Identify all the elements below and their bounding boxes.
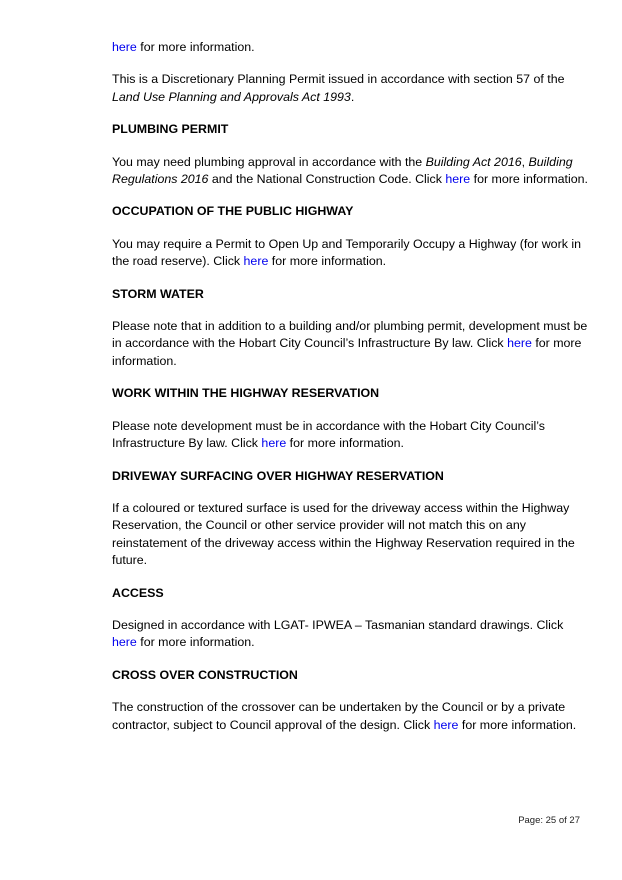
occupation-heading: OCCUPATION OF THE PUBLIC HIGHWAY: [112, 204, 354, 219]
plumbing-text-3: for more information.: [470, 172, 588, 187]
occupation-text: You may require a Permit to Open Up and Temporarily Occupy a Highway (for work in the road reserve). Click: [112, 236, 581, 269]
work-highway-link[interactable]: here: [261, 436, 287, 451]
intro-link[interactable]: here: [112, 40, 137, 54]
crossover-heading: CROSS OVER CONSTRUCTION: [112, 667, 298, 682]
crossover-link[interactable]: here: [433, 717, 459, 732]
act-title: Land Use Planning and Approvals Act 1993: [112, 89, 351, 104]
occupation-link[interactable]: here: [243, 254, 269, 269]
intro-text: for more information.: [136, 40, 255, 54]
driveway-heading: DRIVEWAY SURFACING OVER HIGHWAY RESERVATION: [112, 468, 444, 483]
storm-water-link[interactable]: here: [507, 336, 532, 351]
work-highway-heading: WORK WITHIN THE HIGHWAY RESERVATION: [112, 386, 380, 401]
page-number: Page: 25 of 27: [518, 815, 580, 826]
intro-paragraph: [112, 39, 590, 56]
work-highway-text-2: for more information.: [286, 436, 404, 451]
storm-water-text-2: for more information.: [112, 336, 582, 368]
crossover-paragraph: [112, 699, 590, 734]
discretionary-end: .: [350, 89, 355, 104]
access-heading: ACCESS: [112, 585, 164, 600]
storm-water-text: Please note that in addition to a building and/or plumbing permit, development must be in accordance with the Hobart City Council’s Infrastructure By law. Click: [112, 319, 588, 351]
driveway-paragraph: If a coloured or textured surface is used for the driveway access within the Highway Reservation, the Council or other service provider will not match this on any reinstatement of the driveway access within the Highway Reservation required in the future.: [112, 500, 575, 568]
page-content: [112, 39, 590, 749]
occupation-paragraph: [112, 236, 590, 271]
storm-water-heading: STORM WATER: [112, 286, 204, 301]
plumbing-separator: ,: [521, 154, 529, 169]
access-text: Designed in accordance with LGAT- IPWEA – Tasmanian standard drawings. Click: [112, 617, 564, 632]
crossover-text-2: for more information.: [458, 717, 577, 732]
work-highway-paragraph: [112, 418, 590, 453]
plumbing-heading: PLUMBING PERMIT: [112, 122, 229, 137]
plumbing-paragraph: [112, 154, 590, 189]
discretionary-text: This is a Discretionary Planning Permit issued in accordance with section 57 of the: [112, 72, 565, 87]
crossover-text: The construction of the crossover can be undertaken by the Council or by a private contractor, subject to Council approval of the design. Click: [112, 700, 566, 732]
plumbing-link[interactable]: here: [445, 172, 471, 187]
access-paragraph: [112, 617, 590, 652]
building-regulations-title: Building Regulations 2016: [112, 154, 573, 187]
discretionary-paragraph: [112, 71, 590, 106]
storm-water-paragraph: [112, 318, 590, 370]
occupation-text-2: for more information.: [268, 254, 387, 269]
access-text-2: for more information.: [136, 635, 255, 650]
work-highway-text: Please note development must be in accordance with the Hobart City Council’s Infrastructure By law. Click: [112, 418, 545, 451]
plumbing-text-2: and the National Construction Code. Click: [208, 172, 446, 187]
building-act-title: Building Act 2016: [425, 154, 522, 169]
access-link[interactable]: here: [112, 635, 137, 650]
plumbing-text: You may need plumbing approval in accordance with the: [112, 154, 426, 169]
